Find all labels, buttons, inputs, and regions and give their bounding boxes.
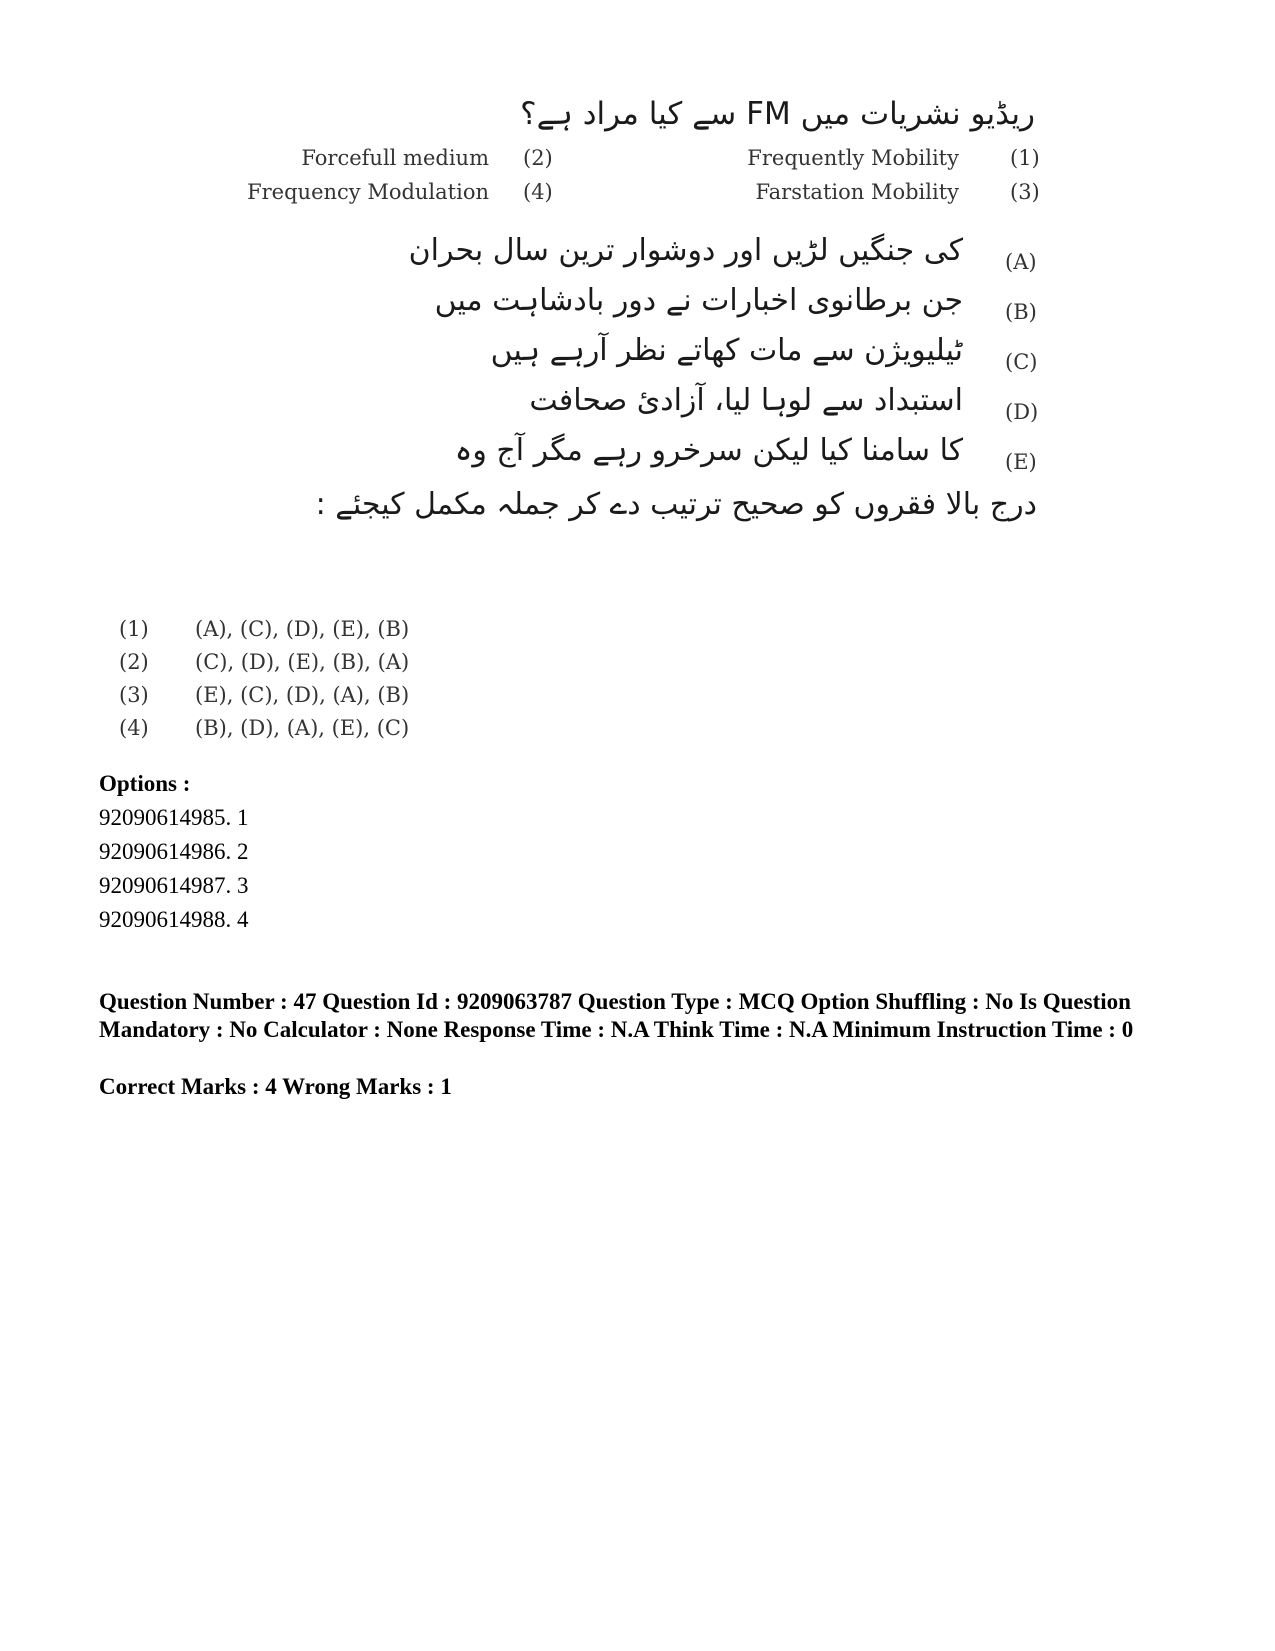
- choice-3-text: Farstation Mobility: [755, 180, 959, 204]
- option-id-4: 92090614988. 4: [99, 907, 249, 932]
- choice-1-text: Frequently Mobility: [747, 146, 959, 170]
- sentence-c-text: ٹیلیویژن سے مات کھاتے نظر آرہے ہیں: [490, 333, 963, 368]
- sequence-option-1-text: (A), (C), (D), (E), (B): [195, 617, 410, 641]
- sentence-e-tag: (E): [1005, 450, 1037, 474]
- question-stem: ریڈیو نشریات میں FM سے کیا مراد ہے؟: [520, 96, 1035, 132]
- choice-2-number: (2): [523, 146, 553, 170]
- sentence-a-text: کی جنگیں لڑیں اور دوشوار ترین سال بحران: [408, 233, 963, 268]
- sentence-d-tag: (D): [1005, 400, 1039, 424]
- choice-4-text: Frequency Modulation: [247, 180, 489, 204]
- sequence-option-3-text: (E), (C), (D), (A), (B): [195, 683, 410, 707]
- options-heading: Options :: [99, 771, 191, 796]
- sentence-e-text: کا سامنا کیا لیکن سرخرو رہے مگر آج وہ: [454, 433, 963, 468]
- option-id-2: 92090614986. 2: [99, 839, 249, 864]
- sequence-option-4-number: (4): [119, 716, 149, 740]
- sequence-option-2-text: (C), (D), (E), (B), (A): [195, 650, 410, 674]
- choice-1-number: (1): [1010, 146, 1040, 170]
- choice-4-number: (4): [523, 180, 553, 204]
- option-id-1: 92090614985. 1: [99, 805, 249, 830]
- instruction-text: درج بالا فقروں کو صحیح ترتیب دے کر جملہ مکمل کیجئے :: [315, 487, 1037, 522]
- sequence-option-2-number: (2): [119, 650, 149, 674]
- sentence-d-text: استبداد سے لوہا لیا، آزادئ صحافت: [529, 383, 963, 418]
- option-id-3: 92090614987. 3: [99, 873, 249, 898]
- sequence-option-3-number: (3): [119, 683, 149, 707]
- sentence-b-text: جن برطانوی اخبارات نے دور بادشاہت میں: [434, 283, 963, 318]
- marks-info: Correct Marks : 4 Wrong Marks : 1: [99, 1074, 452, 1099]
- sentence-a-tag: (A): [1005, 250, 1037, 274]
- sequence-option-1-number: (1): [119, 617, 149, 641]
- choice-3-number: (3): [1010, 180, 1040, 204]
- sequence-option-4-text: (B), (D), (A), (E), (C): [195, 716, 410, 740]
- choice-2-text: Forcefull medium: [301, 146, 489, 170]
- sentence-b-tag: (B): [1005, 300, 1037, 324]
- question-metadata: Question Number : 47 Question Id : 9209063787 Question Type : MCQ Option Shuffling : No Is Question Mandatory : No Calculator : None Response Time : N.A Think Time : N.A Minimum Instruction Time : 0: [99, 989, 1134, 1042]
- sentence-c-tag: (C): [1005, 350, 1038, 374]
